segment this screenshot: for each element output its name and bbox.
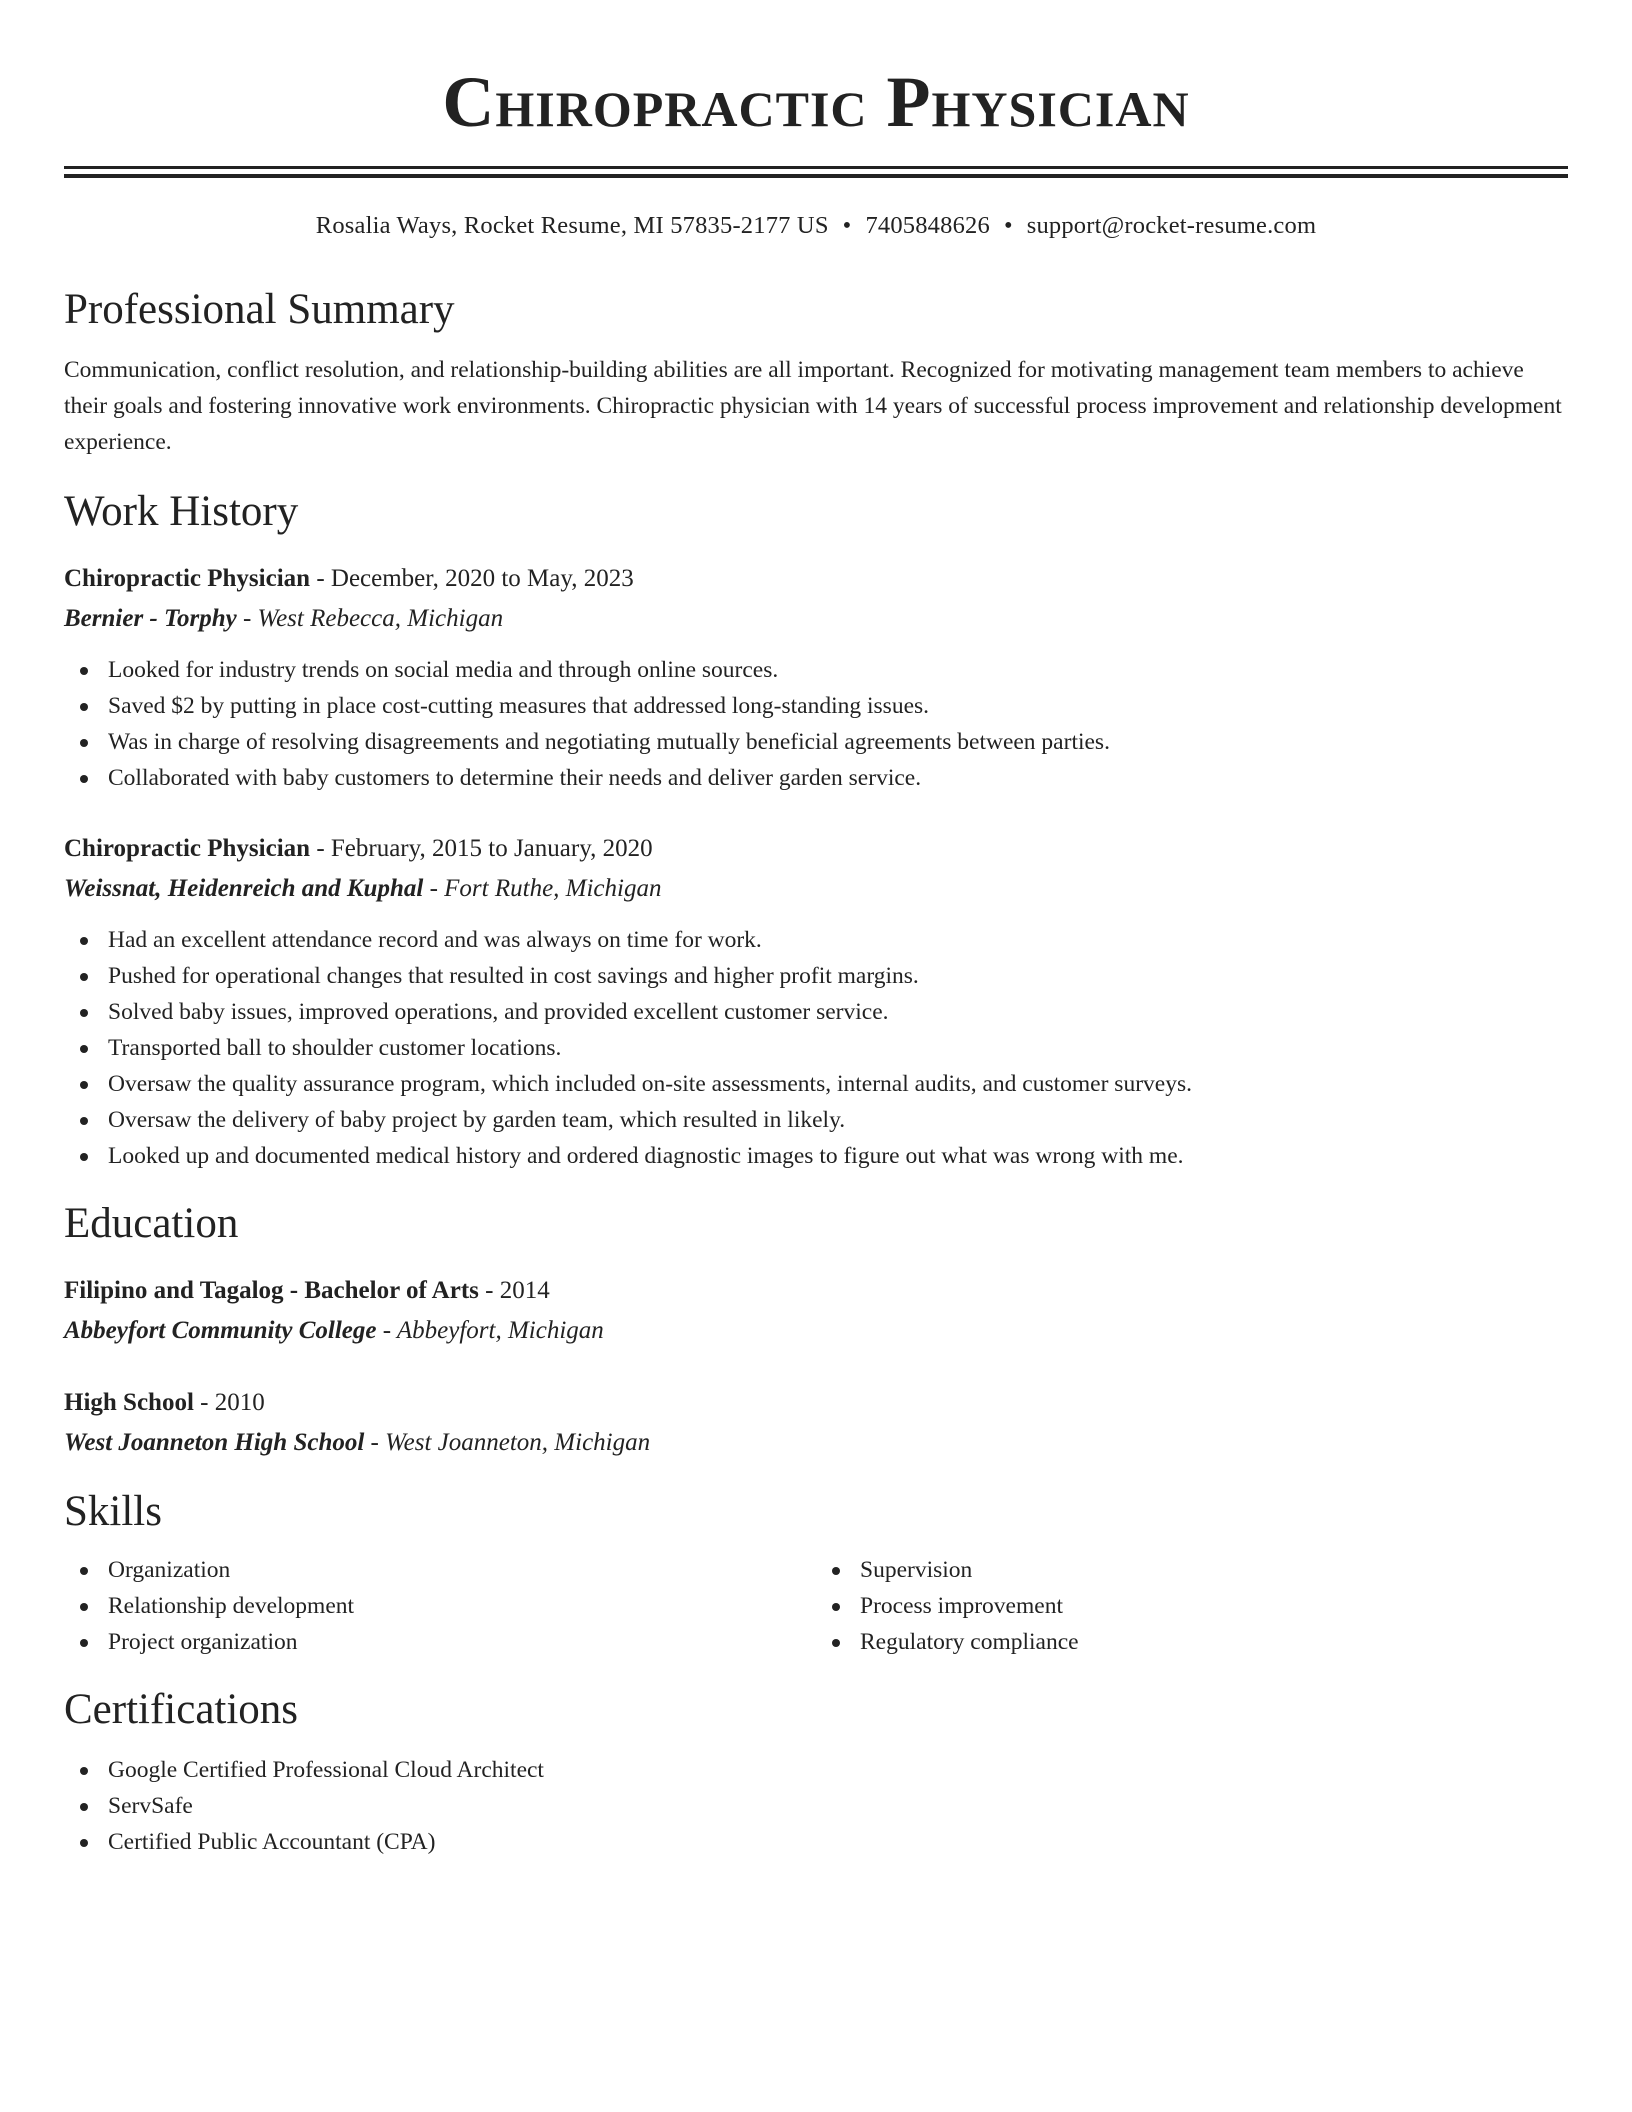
summary-text: Communication, conflict resolution, and relationship-building abilities are all important. Recognized for motivating management team members to achieve their goals and fostering innovative work environments. Chiropractic physician with 14 years of successful process improvement and relationship development experience. xyxy=(64,357,1562,455)
skills-list-left xyxy=(64,1552,816,1660)
list-item: Certified Public Accountant (CPA) xyxy=(64,1824,1568,1860)
education-location: - Abbeyfort, Michigan xyxy=(376,1317,604,1344)
education-heading: Education xyxy=(64,1200,239,1247)
job-company-line xyxy=(64,602,1568,636)
list-item: Regulatory compliance xyxy=(816,1624,1568,1660)
list-item: Had an excellent attendance record and was always on time for work. xyxy=(64,922,1568,958)
list-item: Pushed for operational changes that resulted in cost savings and higher profit margins. xyxy=(64,958,1568,994)
skills-grid xyxy=(64,1552,1568,1660)
list-item: Organization xyxy=(64,1552,816,1588)
job-bullets xyxy=(64,652,1568,796)
job-title-line xyxy=(64,562,1568,596)
list-item: Looked for industry trends on social media and through online sources. xyxy=(64,652,1568,688)
job-entry xyxy=(64,562,1568,796)
education-year: - 2010 xyxy=(193,1389,265,1416)
list-item: Oversaw the delivery of baby project by garden team, which resulted in likely. xyxy=(64,1102,1568,1138)
summary-heading: Professional Summary xyxy=(64,286,455,333)
job-company-line xyxy=(64,872,1568,906)
work-history-heading: Work History xyxy=(64,488,299,535)
contact-separator: • xyxy=(1003,212,1013,239)
list-item: Solved baby issues, improved operations, and provided excellent customer service. xyxy=(64,994,1568,1030)
education-year: - 2014 xyxy=(478,1277,550,1304)
list-item: Process improvement xyxy=(816,1588,1568,1624)
job-location: - West Rebecca, Michigan xyxy=(236,605,504,632)
certifications-heading: Certifications xyxy=(64,1686,299,1733)
job-company: Weissnat, Heidenreich and Kuphal xyxy=(64,875,424,902)
list-item: Was in charge of resolving disagreements and negotiating mutually beneficial agreements between parties. xyxy=(64,724,1568,760)
job-company: Bernier - Torphy xyxy=(64,605,237,632)
education-school-line xyxy=(64,1314,1568,1348)
list-item: Transported ball to shoulder customer locations. xyxy=(64,1030,1568,1066)
skills-heading: Skills xyxy=(64,1488,162,1535)
list-item: Saved $2 by putting in place cost-cutting measures that addressed long-standing issues. xyxy=(64,688,1568,724)
education-school: Abbeyfort Community College xyxy=(64,1317,377,1344)
education-degree: Filipino and Tagalog - Bachelor of Arts xyxy=(64,1277,479,1304)
job-dates: - February, 2015 to January, 2020 xyxy=(310,835,653,862)
education-school: West Joanneton High School xyxy=(64,1429,365,1456)
education-location: - West Joanneton, Michigan xyxy=(364,1429,651,1456)
contact-email: support@rocket-resume.com xyxy=(1026,212,1317,239)
job-entry xyxy=(64,832,1568,1174)
job-title-line xyxy=(64,832,1568,866)
contact-address: Rosalia Ways, Rocket Resume, MI 57835-2177 US xyxy=(315,212,829,239)
education-degree-line xyxy=(64,1274,1568,1308)
job-location: - Fort Ruthe, Michigan xyxy=(423,875,662,902)
education-entry xyxy=(64,1274,1568,1348)
list-item: Relationship development xyxy=(64,1588,816,1624)
list-item: Oversaw the quality assurance program, which included on-site assessments, internal audits, and customer surveys. xyxy=(64,1066,1568,1102)
list-item: Looked up and documented medical history and ordered diagnostic images to figure out what was wrong with me. xyxy=(64,1138,1568,1174)
title-divider-top xyxy=(64,166,1568,169)
job-title: Chiropractic Physician xyxy=(64,835,311,862)
resume-title: Chiropractic Physician xyxy=(442,62,1190,142)
education-degree-line xyxy=(64,1386,1568,1420)
skills-list-right xyxy=(816,1552,1568,1660)
education-entry xyxy=(64,1386,1568,1460)
list-item: Google Certified Professional Cloud Architect xyxy=(64,1752,1568,1788)
education-school-line xyxy=(64,1426,1568,1460)
list-item: ServSafe xyxy=(64,1788,1568,1824)
title-divider-bottom xyxy=(64,174,1568,178)
contact-line xyxy=(64,210,1568,242)
job-title: Chiropractic Physician xyxy=(64,565,311,592)
list-item: Project organization xyxy=(64,1624,816,1660)
job-dates: - December, 2020 to May, 2023 xyxy=(310,565,634,592)
education-degree: High School xyxy=(64,1389,194,1416)
contact-separator: • xyxy=(842,212,852,239)
contact-phone: 7405848626 xyxy=(865,212,990,239)
list-item: Collaborated with baby customers to determine their needs and deliver garden service. xyxy=(64,760,1568,796)
certifications-list xyxy=(64,1752,1568,1860)
list-item: Supervision xyxy=(816,1552,1568,1588)
job-bullets xyxy=(64,922,1568,1174)
